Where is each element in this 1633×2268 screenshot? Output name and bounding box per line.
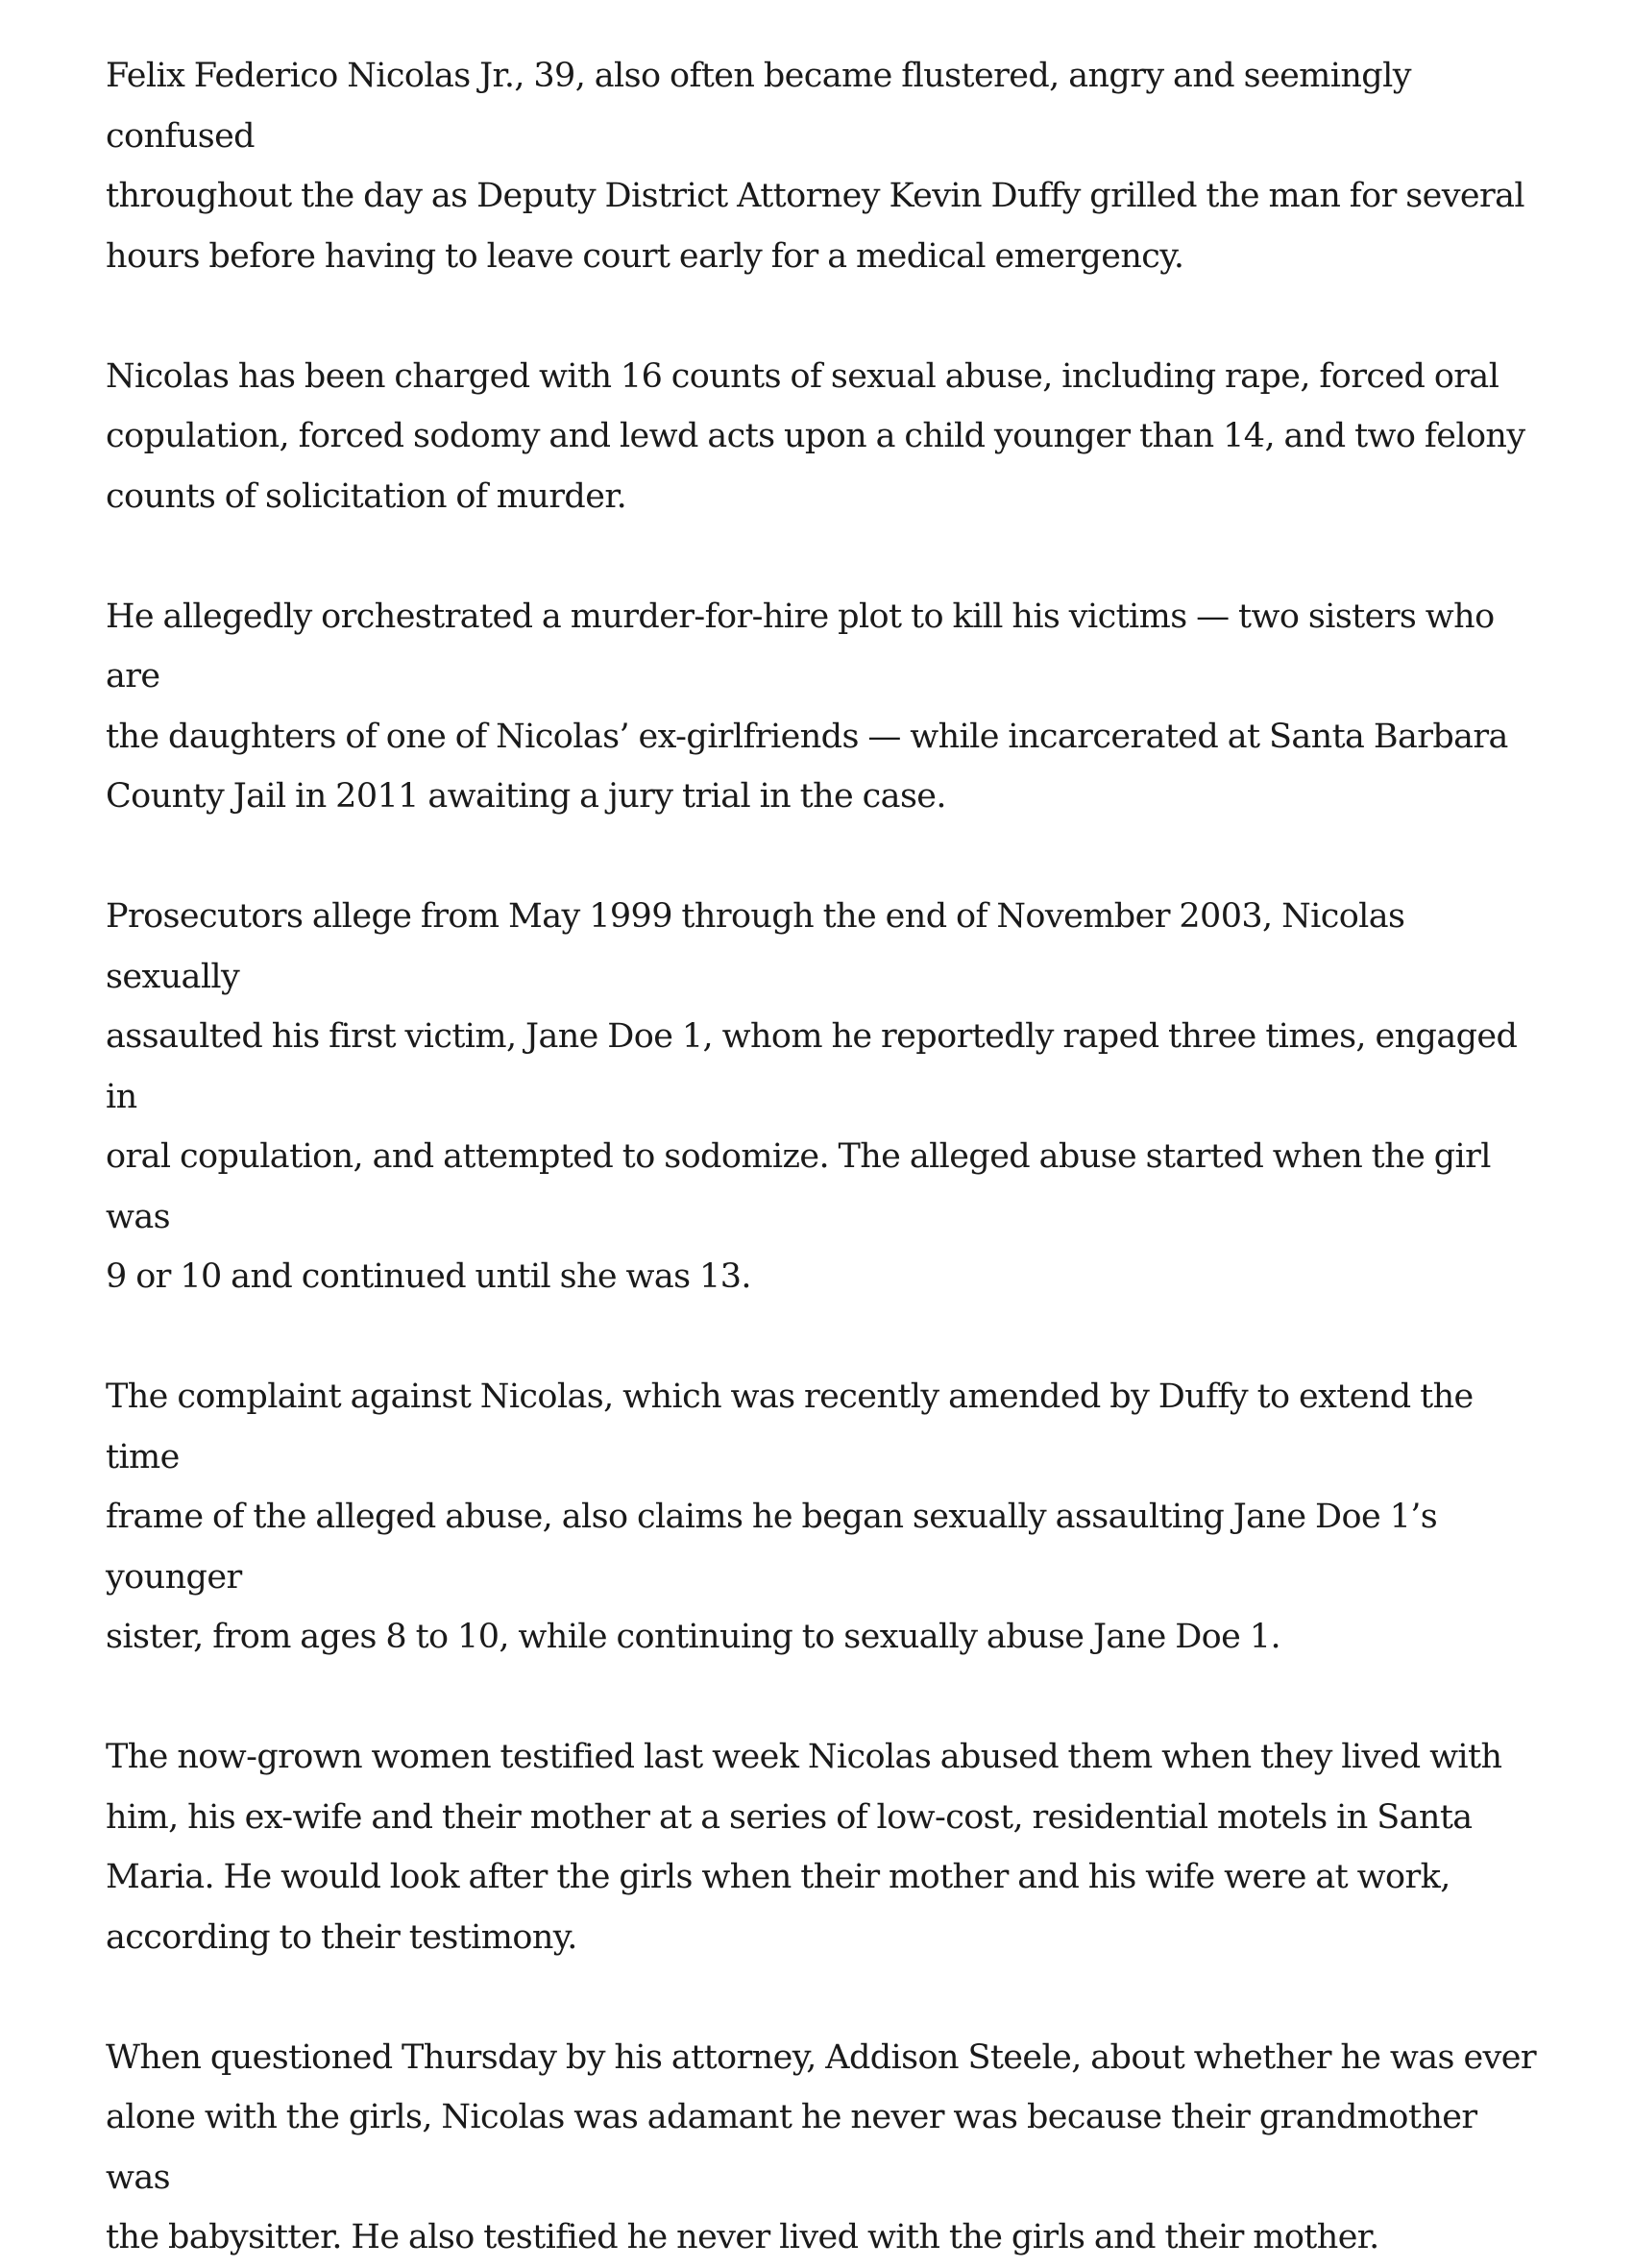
- article-paragraph-1: Felix Federico Nicolas Jr., 39, also often became flustered, angry and seemingly confused throughout the day as Deputy District Attorney Kevin Duffy grilled the man for several hours before having to leave court early for a medical emergency.: [106, 57, 1525, 276]
- article-paragraph-2: Nicolas has been charged with 16 counts of sexual abuse, including rape, forced oral copulation, forced sodomy and lewd acts upon a child younger than 14, and two felony counts of solicitation of murder.: [106, 356, 1525, 516]
- article-paragraph-3: He allegedly orchestrated a murder-for-hire plot to kill his victims — two sisters who are the daughters of one of Nicolas’ ex-girlfriends — while incarcerated at Santa Barbara County Jail in 2011 awaiting a jury trial in the case.: [106, 597, 1508, 816]
- article-paragraph-6: The now-grown women testified last week Nicolas abused them when they lived with him, his ex-wife and their mother at a series of low-cost, residential motels in Santa Maria. He would look after the girls when their mother and his wife were at work, according to their testimony.: [106, 1738, 1502, 1957]
- article-paragraph-4: Prosecutors allege from May 1999 through the end of November 2003, Nicolas sexually assaulted his first victim, Jane Doe 1, whom he reportedly raped three times, engaged in oral copulation, and attempted to sodomize. The alleged abuse started when the girl was 9 or 10 and continued until she was 13.: [106, 897, 1518, 1296]
- article-paragraph-7: When questioned Thursday by his attorney, Addison Steele, about whether he was ever alone with the girls, Nicolas was adamant he never was because their grandmother was the babysitter. He also testified he never lived with the girls and their mother.: [106, 2037, 1536, 2256]
- article-paragraph-5: The complaint against Nicolas, which was recently amended by Duffy to extend the time frame of the alleged abuse, also claims he began sexually assaulting Jane Doe 1’s younger sister, from ages 8 to 10, while continuing to sexually abuse Jane Doe 1.: [106, 1378, 1474, 1656]
- article-body: [106, 46, 1537, 2268]
